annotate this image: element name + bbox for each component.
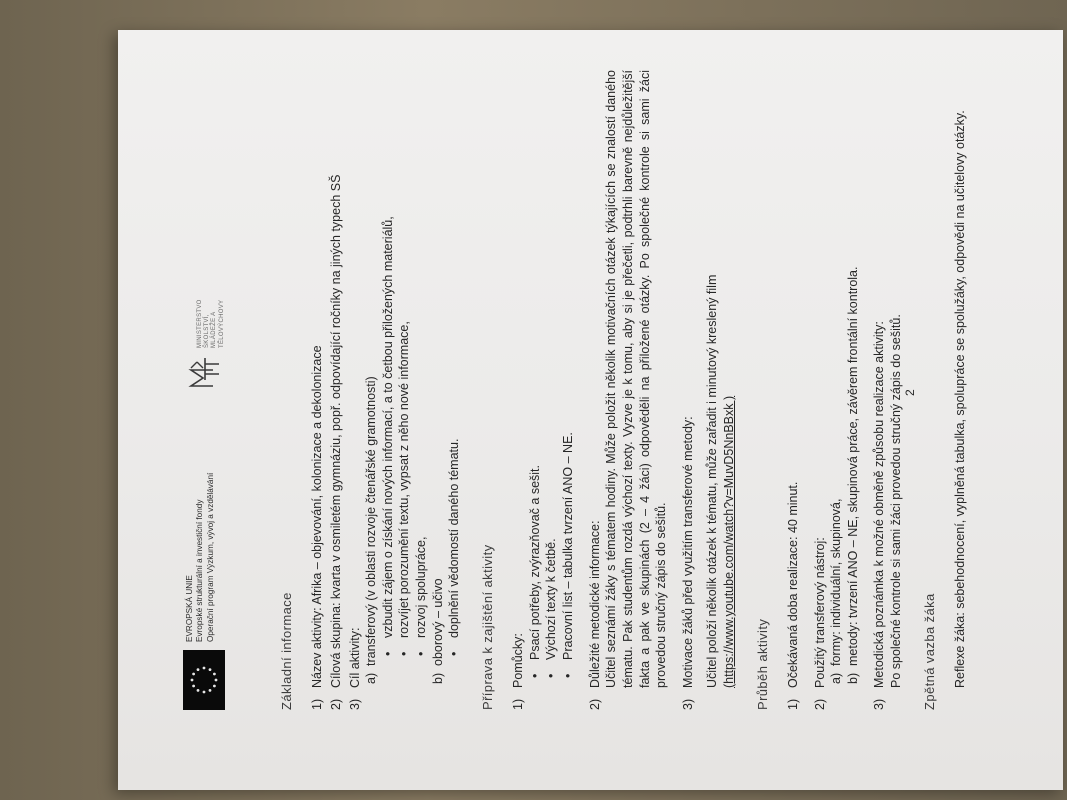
- section-feedback: [921, 70, 969, 710]
- list-item: [812, 70, 870, 710]
- note-paragraph: Po společné kontrole si sami žáci provedou stručný zápis do sešitů.: [889, 314, 904, 688]
- list-item: [785, 70, 810, 710]
- document-body: [278, 70, 985, 710]
- item-text: metody: tvrzení ANO – NE, skupinová práce, závěrem frontální kontrola.: [845, 266, 860, 666]
- list-item: [347, 70, 463, 710]
- item-number: 2): [587, 698, 602, 710]
- bullet-item: • Výchozí texty k četbě.: [543, 70, 560, 660]
- motivation-paragraph: Učitel položí několik otázek k tématu, může zařadit i minutový kreslený film: [705, 274, 720, 688]
- item-text: transferový (v oblasti rozvoje čtenářské gramotnosti): [364, 376, 379, 666]
- item-number: 2): [812, 698, 827, 710]
- sub-item: [828, 70, 845, 684]
- numbered-list: [510, 70, 738, 710]
- numbered-list: [309, 70, 463, 710]
- eu-stars-icon: [183, 650, 225, 710]
- sub-list: [363, 70, 463, 688]
- item-number: 1): [785, 698, 800, 710]
- paper-sheet: [118, 30, 1063, 790]
- list-item: [871, 70, 904, 710]
- page-header: [183, 70, 253, 710]
- bullet-item: • vzbudit zájem o získání nových informací, a to četbou přiložených materiálů,: [380, 70, 397, 638]
- item-letter: b): [845, 672, 860, 684]
- eu-program-text: [185, 473, 216, 642]
- bullet-item: • rozvoj spolupráce,: [413, 70, 430, 638]
- item-number: 3): [680, 698, 695, 710]
- item-number: 2): [328, 698, 343, 710]
- item-text: Cíl aktivity:: [347, 627, 362, 688]
- section-preparation: [479, 70, 738, 710]
- bullet-list: [527, 70, 577, 688]
- item-text: Očekávaná doba realizace: 40 minut.: [785, 481, 800, 688]
- feedback-paragraph: Reflexe žáka: sebehodnocení, vyplněná tabulka, spolupráce se spolužáky, odpovědi na učitelovy otázky.: [953, 110, 967, 688]
- item-text: formy: individuální, skupinová,: [829, 498, 844, 666]
- ministry-line: MLÁDEŽE A TĚLOVÝCHOVY: [211, 299, 225, 348]
- numbered-list: [785, 70, 905, 710]
- item-text: Použitý transferový nástroj:: [812, 537, 827, 688]
- ministry-text: [197, 270, 226, 348]
- section-heading: Zpětná vazba žáka: [921, 593, 937, 710]
- ministry-logo: [183, 270, 228, 390]
- item-text: Pomůcky:: [511, 633, 526, 688]
- ministry-line: MINISTERSTVO ŠKOLSTVÍ,: [197, 299, 211, 348]
- item-text: Cílová skupina: kvarta v osmiletém gymnáziu, popř. odpovídající ročníky na jiných typech SŠ: [328, 174, 343, 688]
- item-text: Motivace žáků před využitím transferové metody:: [680, 416, 695, 688]
- list-item: [309, 70, 326, 710]
- bullet-item: • Pracovní list – tabulka tvrzení ANO – NE.: [560, 70, 577, 660]
- list-item: [680, 70, 738, 710]
- msmt-logo-icon: [183, 350, 223, 390]
- eu-line: Evropské strukturální a investiční fondy: [195, 499, 205, 642]
- youtube-link[interactable]: (https://www.youtube.com/watch?v=MuvD5NnBBxk ): [722, 395, 737, 688]
- bullet-item: • doplnění vědomostí daného tématu.: [446, 70, 463, 638]
- item-text: Metodická poznámka k možné obměně způsobu realizace aktivity:: [872, 321, 887, 688]
- list-item: [328, 70, 345, 710]
- bullet-item: • rozvíjet porozumění textu, vypsat z něho nové informace,: [396, 70, 413, 638]
- sub-item: [845, 70, 862, 684]
- eu-line: EVROPSKÁ UNIE: [185, 575, 194, 642]
- list-item: [510, 70, 585, 710]
- page-number: 2: [903, 389, 917, 396]
- item-text: oborový – učivo: [430, 578, 445, 666]
- item-number: 3): [347, 698, 362, 710]
- item-number: 1): [310, 698, 325, 710]
- sub-list: [828, 70, 861, 688]
- list-item: [587, 70, 678, 710]
- item-letter: a): [829, 672, 844, 684]
- item-number: 1): [511, 698, 526, 710]
- bullet-item: • Psací potřeby, zvýrazňovač a sešit.: [527, 70, 544, 660]
- section-basic-info: [278, 70, 463, 710]
- item-number: 3): [872, 698, 887, 710]
- bullet-list: [446, 70, 463, 666]
- section-heading: Příprava k zajištění aktivity: [479, 544, 495, 710]
- eu-flag-logo: [183, 650, 225, 710]
- document-page: [158, 30, 1038, 748]
- item-text: Důležité metodické informace:: [587, 520, 602, 688]
- section-heading: Průběh aktivity: [754, 618, 770, 710]
- sub-item: [430, 70, 463, 684]
- bullet-list: [380, 70, 430, 666]
- item-letter: b): [430, 672, 445, 684]
- section-progress: [754, 70, 905, 710]
- item-letter: a): [364, 672, 379, 684]
- section-heading: Základní informace: [279, 592, 294, 710]
- item-text: Název aktivity: Afrika – objevování, kolonizace a dekolonizace: [310, 345, 325, 688]
- eu-line: Operační program Výzkum, vývoj a vzdělávání: [205, 472, 215, 642]
- method-paragraph: Učitel seznámí žáky s tématem hodiny. Může položit několik motivačních otázek týkajících se znalostí daného tématu. Pak studentům rozdá výchozí texty. Vyzve je k tomu, aby si je přečetli, podtrhli barevně nejdůležitější fakta a pak ve skupinách (2 – 4 žáci) odpověděli na přiložené otázky. Po společné kontrole si sami žáci provedou stručný zápis do sešitů.: [604, 70, 669, 688]
- sub-item: [363, 70, 430, 684]
